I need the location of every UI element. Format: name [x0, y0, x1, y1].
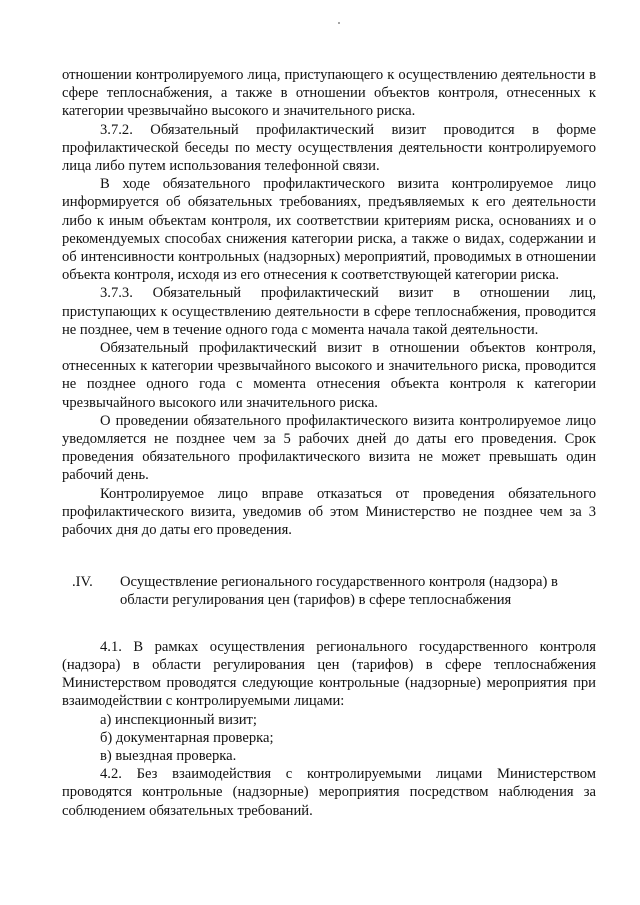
list-item-c: в) выездная проверка. [100, 747, 237, 764]
document-body [62, 66, 596, 820]
scan-speck [338, 22, 340, 24]
paragraph-4-1: 4.1. В рамках осуществления регионального государственного контроля (надзора) в области регулирования цен (тарифов) в сфере теплоснабжения Министерством проводятся следующие контрольные (надзорные) мероприятия при взаимодействии с контролируемыми лицами: [62, 638, 596, 710]
section-number: .IV. [72, 574, 93, 591]
list-item-a: а) инспекционный визит; [100, 711, 257, 728]
paragraph-risk-objects: Обязательный профилактический визит в отношении объектов контроля, отнесенных к категории чрезвычайного высокого и значительного риска, проводится не позднее одного года с момента отнесения объекта контроля к категории чрезвычайного высокого или значительного риска. [62, 340, 596, 411]
paragraph-3-7-2: 3.7.2. Обязательный профилактический визит проводится в форме профилактической беседы по месту осуществления деятельности контролируемого лица либо путем использования телефонной связи. [62, 121, 596, 175]
section-heading-iv [62, 573, 596, 609]
section-title-line-2: области регулирования цен (тарифов) в сфере теплоснабжения [120, 592, 512, 609]
paragraph-refusal: Контролируемое лицо вправе отказаться от проведения обязательного профилактического визита, уведомив об этом Министерство не позднее чем за 3 рабочих дня до даты его проведения. [62, 485, 596, 539]
list-item-b: б) документарная проверка; [100, 729, 274, 746]
paragraph-notification: О проведении обязательного профилактического визита контролируемое лицо уведомляется не позднее чем за 5 рабочих дней до даты его проведения. Срок проведения обязательного профилактического визита не может превышать один рабочий день. [62, 412, 596, 484]
section-heading-line-1 [72, 573, 596, 591]
paragraph-3-7-3: 3.7.3. Обязательный профилактический визит в отношении лиц, приступающих к осуществлению деятельности в сфере теплоснабжения, проводится не позднее, чем в течение одного года с момента начала такой деятельности. [62, 285, 596, 338]
paragraph-visit-content: В ходе обязательного профилактического визита контролируемое лицо информируется об обязательных требованиях, предъявляемых к его деятельности либо к иным объектам контроля, их соответствии критериям риска, основаниях и о рекомендуемых способах снижения категории риска, а также о видах, содержании и об интенсивности контрольных (надзорных) мероприятий, проводимых в отношении объекта контроля, исходя из его отнесения к соответствующей категории риска. [62, 176, 596, 284]
section-title-line-1: Осуществление регионального государственного контроля (надзора) в [120, 574, 558, 591]
paragraph-4-2: 4.2. Без взаимодействия с контролируемыми лицами Министерством проводятся контрольные (надзорные) мероприятия посредством наблюдения за соблюдением обязательных требований. [62, 766, 596, 819]
paragraph-continuation: отношении контролируемого лица, приступающего к осуществлению деятельности в сфере теплоснабжения, а также в отношении объектов контроля, отнесенных к категории чрезвычайно высокого и значительного риска. [62, 67, 596, 120]
